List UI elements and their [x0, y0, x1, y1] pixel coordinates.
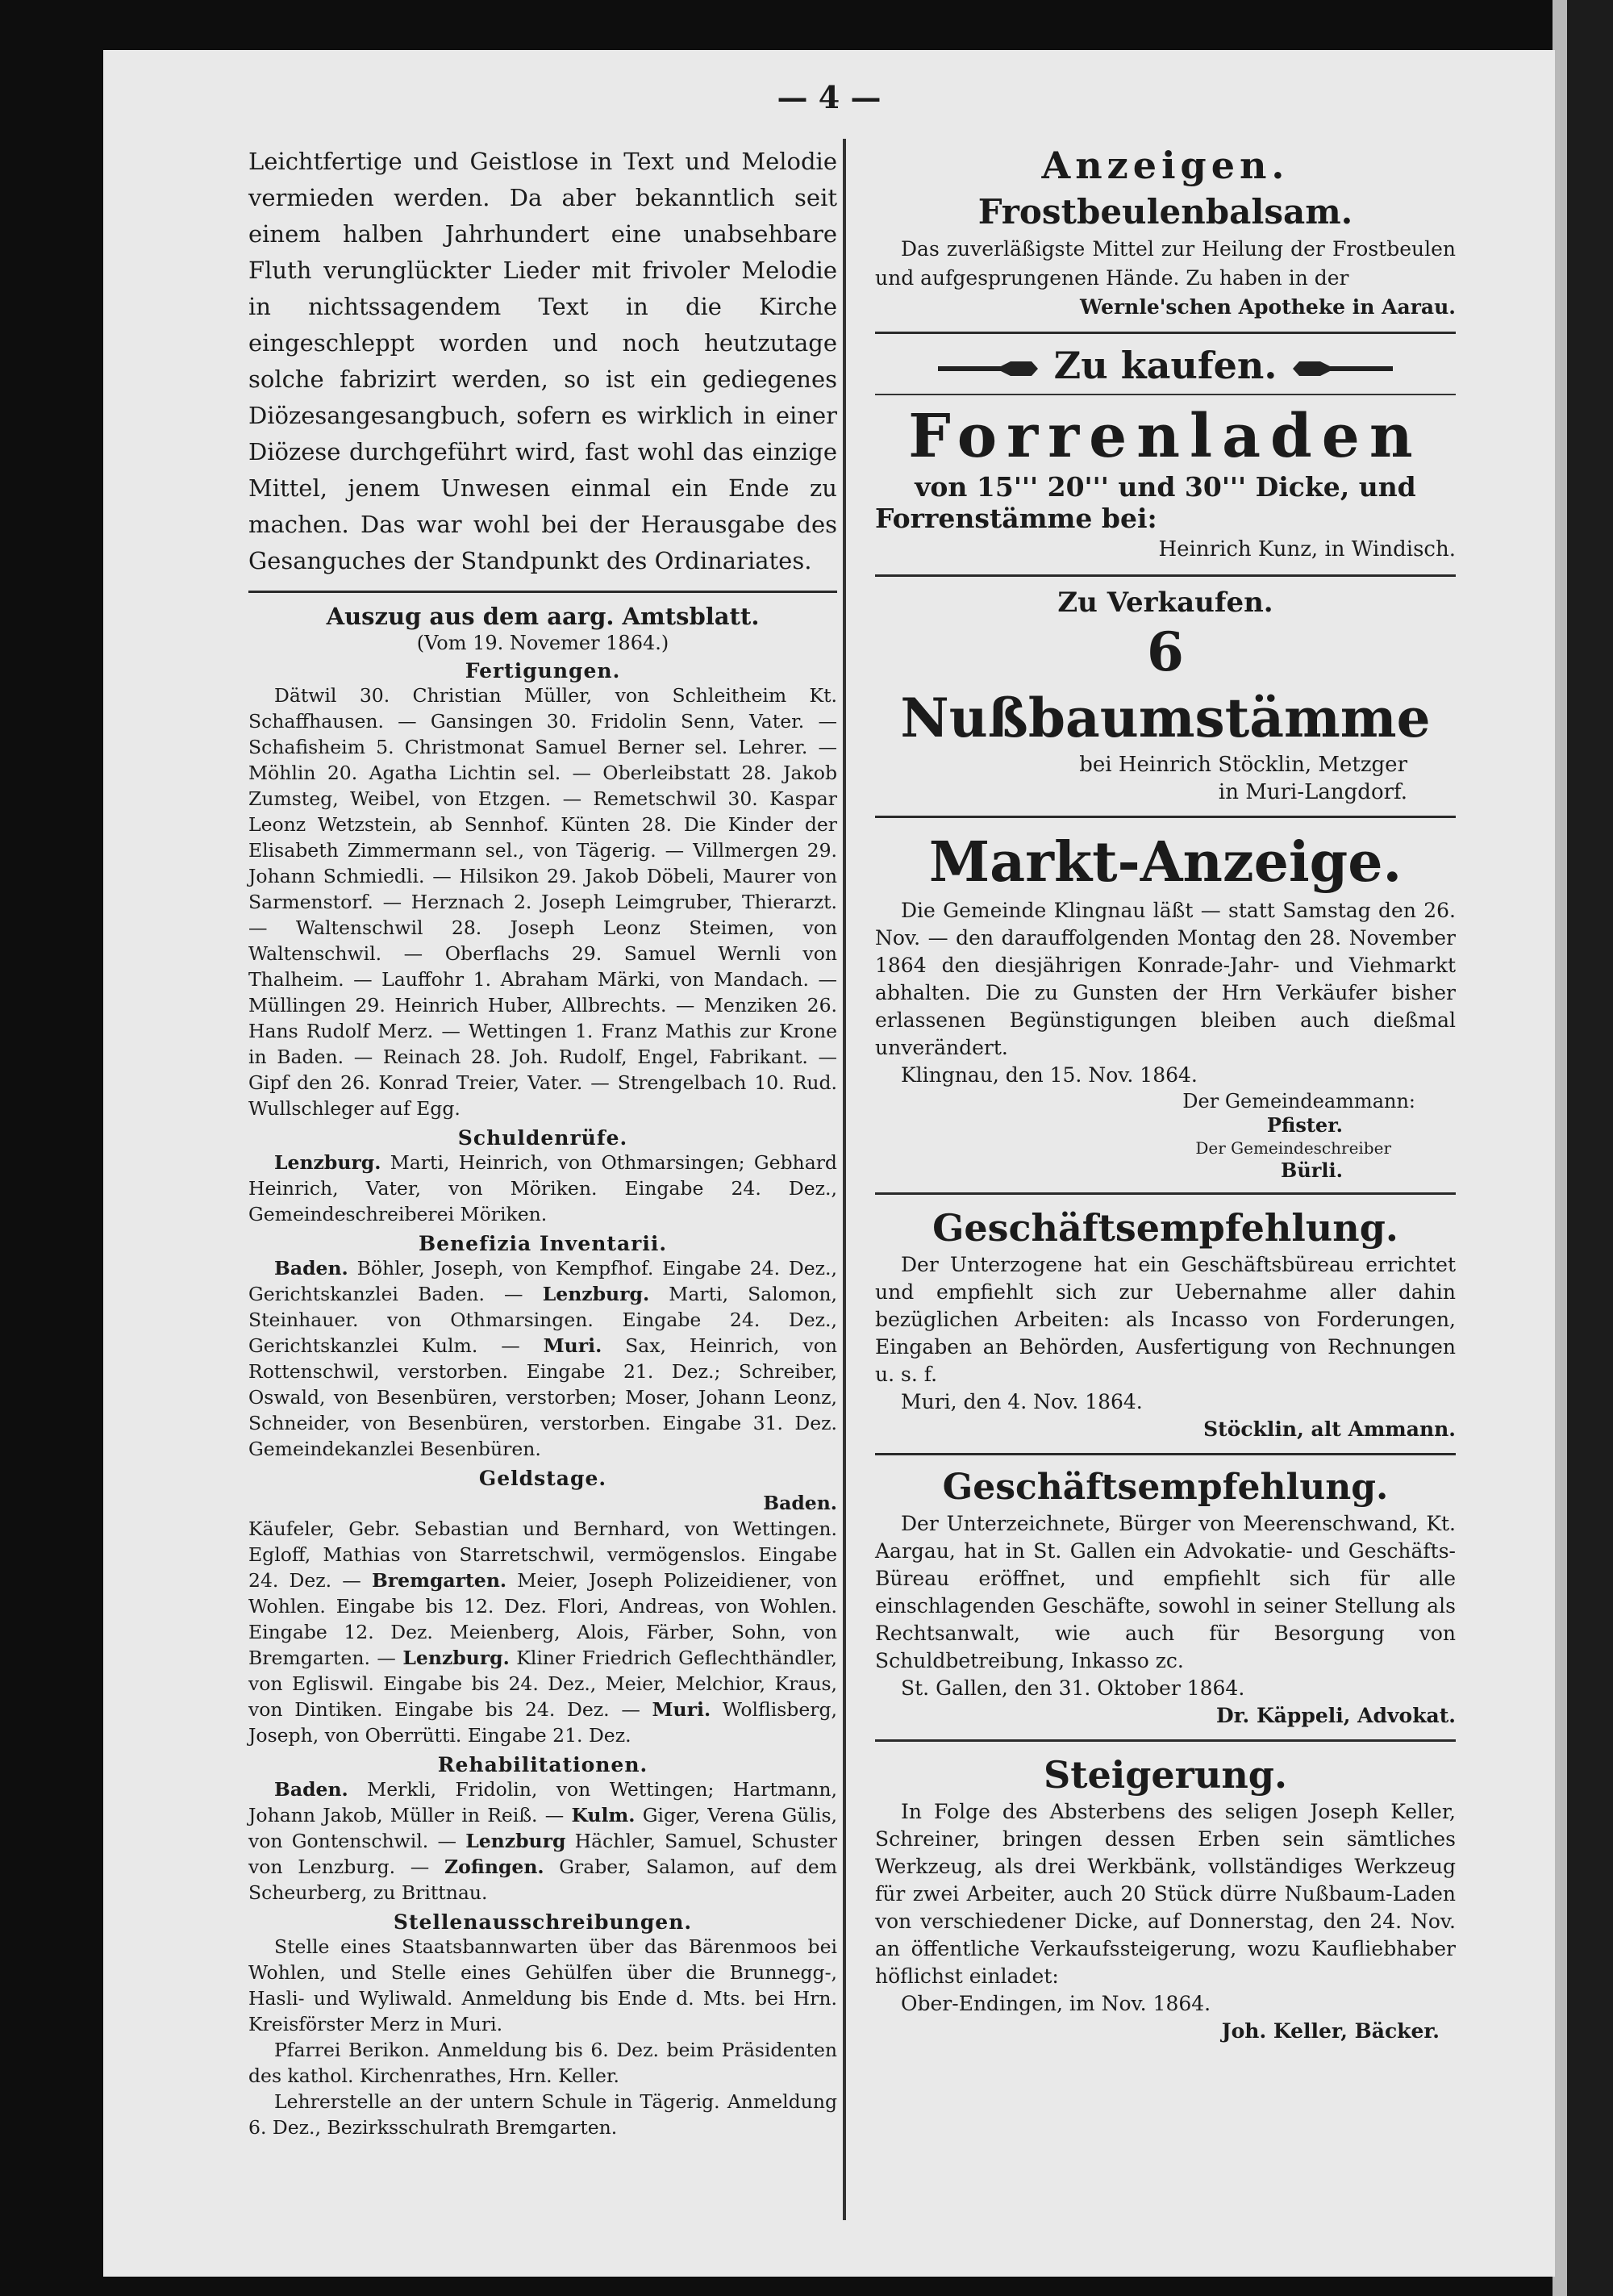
entry-text: Käufeler, Gebr. Sebastian und Bernhard, von Wettingen. Egloff, Mathias von Starretschwil, vermögenslos. Eingabe 24. Dez. —	[248, 1517, 837, 1592]
divider	[875, 332, 1456, 334]
entry-text: Wolflisberg, Joseph, von Oberrütti. Eingabe 21. Dez.	[248, 1698, 837, 1747]
place-name: Baden.	[274, 1257, 348, 1279]
geldstage-entry	[248, 1516, 837, 1748]
entry-text: Böhler, Joseph, von Kempfhof. Eingabe 24. Dez., Gerichtskanzlei Baden. —	[248, 1257, 837, 1305]
place-name: Baden.	[274, 1778, 348, 1801]
benefizia-title: Benefizia Inventarii.	[418, 1232, 668, 1255]
gesch1-sig	[875, 1416, 1456, 1443]
stellen-entry: Lehrerstelle an der untern Schule in Tägerig. Anmeldung 6. Dez., Bezirksschulrath Bremgarten.	[248, 2090, 837, 2139]
place-name: Kulm.	[571, 1804, 636, 1826]
place-name: Baden.	[763, 1492, 837, 1514]
rehab-entry	[248, 1776, 837, 1906]
frost-text: Das zuverläßigste Mittel zur Heilung der Frostbeulen und aufgesprungenen Hände. Zu haben in der	[875, 237, 1456, 290]
divider	[875, 1453, 1456, 1455]
place-name: Bremgarten.	[371, 1569, 507, 1592]
place-name: Lenzburg.	[274, 1151, 381, 1174]
intro-paragraph: Leichtfertige und Geistlose in Text und Melodie vermieden werden. Da aber bekanntlich seit einem halben Jahrhundert eine unabsehbare Fluth verunglückter Lieder mit frivoler Melodie in nichtssagendem Text in die Kirche eingeschleppt worden und noch heutzutage solche fabrizirt werden, so ist ein gediegenes Diözesangesangbuch, sofern es wirklich in einer Diözese durchgeführt wird, fast wohl das einzige Mittel, jenem Unwesen einmal ein Ende zu machen. Das war wohl bei der Herausgabe des Gesanguches der Standpunkt des Ordinariates.	[248, 148, 837, 574]
divider	[875, 1192, 1456, 1195]
forren-sub2: Forrenstämme bei:	[875, 503, 1157, 534]
amtsblatt-date: (Vom 19. Novemer 1864.)	[416, 632, 669, 654]
markt-sig: Der Gemeindeschreiber	[1195, 1138, 1391, 1158]
nuss-seller: bei Heinrich Stöcklin, Metzger	[1079, 753, 1407, 777]
nuss-title: 6 Nußbaumstämme	[900, 620, 1431, 749]
place-name: Lenzburg	[465, 1830, 566, 1852]
amtsblatt-title: Auszug aus dem aarg. Amtsblatt.	[326, 603, 760, 630]
left-column	[248, 144, 837, 2140]
gesch2-title: Geschäftsempfehlung.	[942, 1467, 1389, 1508]
column-divider	[843, 139, 846, 2220]
entry-text: Marti, Salomon, Steinhauer. von Othmarsingen. Eingabe 24. Dez., Gerichtskanzlei Kulm. —	[248, 1283, 837, 1357]
markt-date: Klingnau, den 15. Nov. 1864.	[901, 1063, 1198, 1087]
stellen-entry: Stelle eines Staatsbannwarten über das Bärenmoos bei Wohlen, und Stelle eines Gehülfen über die Brunnegg-, Hasli- und Wyliwald. Anmeldung bis Ende d. Mts. bei Hrn. Kreisförster Merz in Muri.	[248, 1935, 837, 2035]
signatory: Bürli.	[1281, 1158, 1343, 1182]
entry-text: Graber, Salamon, auf dem Scheurberg, zu Brittnau.	[248, 1856, 837, 1904]
divider	[875, 816, 1456, 818]
markt-sig	[875, 1158, 1456, 1183]
divider	[248, 591, 837, 593]
place-name: Zofingen.	[444, 1856, 544, 1878]
steig-text: In Folge des Absterbens des seligen Joseph Keller, Schreiner, bringen dessen Erben sein sämtliches Werkzeug, als drei Werkbänk, vollständiges Werkzeug für zwei Arbeiter, auch 20 Stück dürre Nußbaum-Laden von verschiedener Dicke, auf Donnerstag, den 24. Nov. an öffentliche Verkaufssteigerung, wozu Kaufliebhaber höflichst einladet:	[875, 1800, 1456, 1988]
rehab-title: Rehabilitationen.	[437, 1753, 648, 1776]
markt-sig: Der Gemeindeammann:	[1182, 1090, 1415, 1113]
geldstage-place	[248, 1490, 837, 1516]
entry-text: Sax, Heinrich, von Rottenschwil, verstorben. Eingabe 21. Dez.; Schreiber, Oswald, von Besenbüren, verstorben; Moser, Johann Leonz, Schneider, von Besenbüren, verstorben. Eingabe 31. Dez. Gemeindekanzlei Besenbüren.	[248, 1334, 837, 1460]
fertigungen-title: Fertigungen.	[465, 659, 621, 683]
scan-edge	[1553, 0, 1613, 2296]
frost-source	[875, 293, 1456, 322]
place-name: Muri.	[543, 1334, 602, 1357]
gesch2-sig	[875, 1702, 1456, 1730]
pointing-hand-icon	[1290, 358, 1394, 379]
kaufen-heading	[875, 344, 1456, 387]
kaufen-title: Zu kaufen.	[1053, 344, 1277, 387]
pointing-hand-icon	[936, 358, 1041, 379]
schuldenrufe-title: Schuldenrüfe.	[457, 1126, 628, 1150]
signatory: Joh. Keller, Bäcker.	[1221, 2019, 1440, 2043]
gesch2-text: Der Unterzeichnete, Bürger von Meerenschwand, Kt. Aargau, hat in St. Gallen ein Advokatie- und Geschäfts-Büreau eröffnet, und empfiehlt sich für alle einschlagenden Geschäfte, sowohl in seiner Stellung als Rechtsanwalt, wie auch für Besorgung von Schuldbetreibung, Inkasso zc.	[875, 1512, 1456, 1672]
signatory: Stöcklin, alt Ammann.	[1203, 1417, 1456, 1441]
markt-text: Die Gemeinde Klingnau läßt — statt Samstag den 26. Nov. — den darauffolgenden Montag den 28. November 1864 den diesjährigen Konrade-Jahr- und Viehmarkt abhalten. Die zu Gunsten der Hrn Verkäufer bisher erlassenen Begünstigungen bleiben auch dießmal unverändert.	[875, 899, 1456, 1059]
markt-sig	[875, 1113, 1456, 1138]
frost-title: Frostbeulenbalsam.	[977, 192, 1353, 232]
forren-seller: Heinrich Kunz, in Windisch.	[1158, 537, 1456, 561]
schuldenrufe-entry	[248, 1150, 837, 1227]
steig-title: Steigerung.	[1044, 1753, 1287, 1797]
markt-title: Markt-Anzeige.	[928, 830, 1403, 895]
place-name: Muri.	[652, 1698, 711, 1721]
entry-text: Meier, Joseph Polizeidiener, von Wohlen. Eingabe bis 12. Dez. Flori, Andreas, von Wohlen. Eingabe 12. Dez. Meienberg, Alois, Färber, Sohn, von Bremgarten. —	[248, 1569, 837, 1669]
entry-text: Kliner Friedrich Geflechthändler, von Egliswil. Eingabe bis 24. Dez., Meier, Melchior, Kraus, von Dintiken. Eingabe bis 24. Dez. —	[248, 1647, 837, 1721]
gesch1-date: Muri, den 4. Nov. 1864.	[901, 1390, 1143, 1413]
forren-sub1: von 15''' 20''' und 30''' Dicke, und	[915, 471, 1416, 503]
entry-text: Merkli, Fridolin, von Wettingen; Hartmann, Johann Jakob, Müller in Reiß. —	[248, 1778, 837, 1826]
steig-date: Ober-Endingen, im Nov. 1864.	[901, 1992, 1211, 2015]
fertigungen-text: Dätwil 30. Christian Müller, von Schleitheim Kt. Schaffhausen. — Gansingen 30. Fridolin Senn, Vater. — Schafisheim 5. Christmonat Samuel Berner sel. Lehrer. — Möhlin 20. Agatha Lichtin sel. — Oberleibstatt 28. Jakob Zumsteg, Weibel, von Etzgen. — Remetschwil 30. Kaspar Leonz Wetzstein, ab Sennhof. Künten 28. Die Kinder der Elisabeth Zimmermann sel., von Tägerig. — Villmergen 29. Johann Schmiedli. — Hilsikon 29. Jakob Döbeli, Maurer von Sarmenstorf. — Herznach 2. Joseph Leimgruber, Thierarzt. — Waltenschwil 28. Joseph Leonz Steimen, von Waltenschwil. — Oberflachs 29. Samuel Wernli von Thalheim. — Lauffohr 1. Abraham Märki, von Mandach. — Müllingen 29. Heinrich Huber, Allbrechts. — Menziken 26. Hans Rudolf Merz. — Wettingen 1. Franz Mathis zur Krone in Baden. — Reinach 28. Joh. Rudolf, Engel, Fabrikant. — Gipf den 26. Konrad Treier, Vater. — Strengelbach 10. Rud. Wullschleger auf Egg.	[248, 684, 837, 1120]
divider	[875, 574, 1456, 577]
place-name: Lenzburg.	[542, 1283, 650, 1305]
forren-title: Forrenladen	[908, 402, 1423, 471]
gesch2-date: St. Gallen, den 31. Oktober 1864.	[901, 1676, 1245, 1700]
gesch1-text: Der Unterzogene hat ein Geschäftsbüreau errichtet und empfiehlt sich zur Uebernahme aller dahin bezüglichen Arbeiten: als Incasso von Forderungen, Eingaben an Behörden, Ausfertigung von Rechnungen u. s. f.	[875, 1253, 1456, 1386]
page-number: — 4 —	[777, 79, 882, 115]
entry-text: Hächler, Samuel, Schuster von Lenzburg. —	[248, 1830, 837, 1878]
signatory: Dr. Käppeli, Advokat.	[1215, 1704, 1456, 1727]
signatory: Pfister.	[1266, 1113, 1343, 1137]
anzeigen-title: Anzeigen.	[1041, 144, 1290, 187]
gesch1-title: Geschäftsempfehlung.	[932, 1206, 1398, 1250]
nuss-seller-place: in Muri-Langdorf.	[1218, 780, 1407, 804]
entry-text: Marti, Heinrich, von Othmarsingen; Gebhard Heinrich, Vater, von Möriken. Eingabe 24. Dez., Gemeindeschreiberei Möriken.	[248, 1151, 837, 1225]
entry-text: Giger, Verena Gülis, von Gontenschwil. —	[248, 1804, 837, 1852]
right-column	[875, 144, 1456, 2045]
benefizia-entry	[248, 1255, 837, 1462]
steig-sig	[875, 2018, 1456, 2045]
pharmacy-name: Wernle'schen Apotheke in Aarau.	[1080, 295, 1456, 319]
verkaufen-title: Zu Verkaufen.	[1057, 587, 1273, 619]
stellen-title: Stellenausschreibungen.	[393, 1910, 693, 1934]
place-name: Lenzburg.	[402, 1647, 510, 1669]
divider	[875, 394, 1456, 395]
divider	[875, 1739, 1456, 1742]
stellen-entry: Pfarrei Berikon. Anmeldung bis 6. Dez. beim Präsidenten des kathol. Kirchenrathes, Hrn. Keller.	[248, 2039, 837, 2087]
geldstage-title: Geldstage.	[478, 1467, 607, 1490]
